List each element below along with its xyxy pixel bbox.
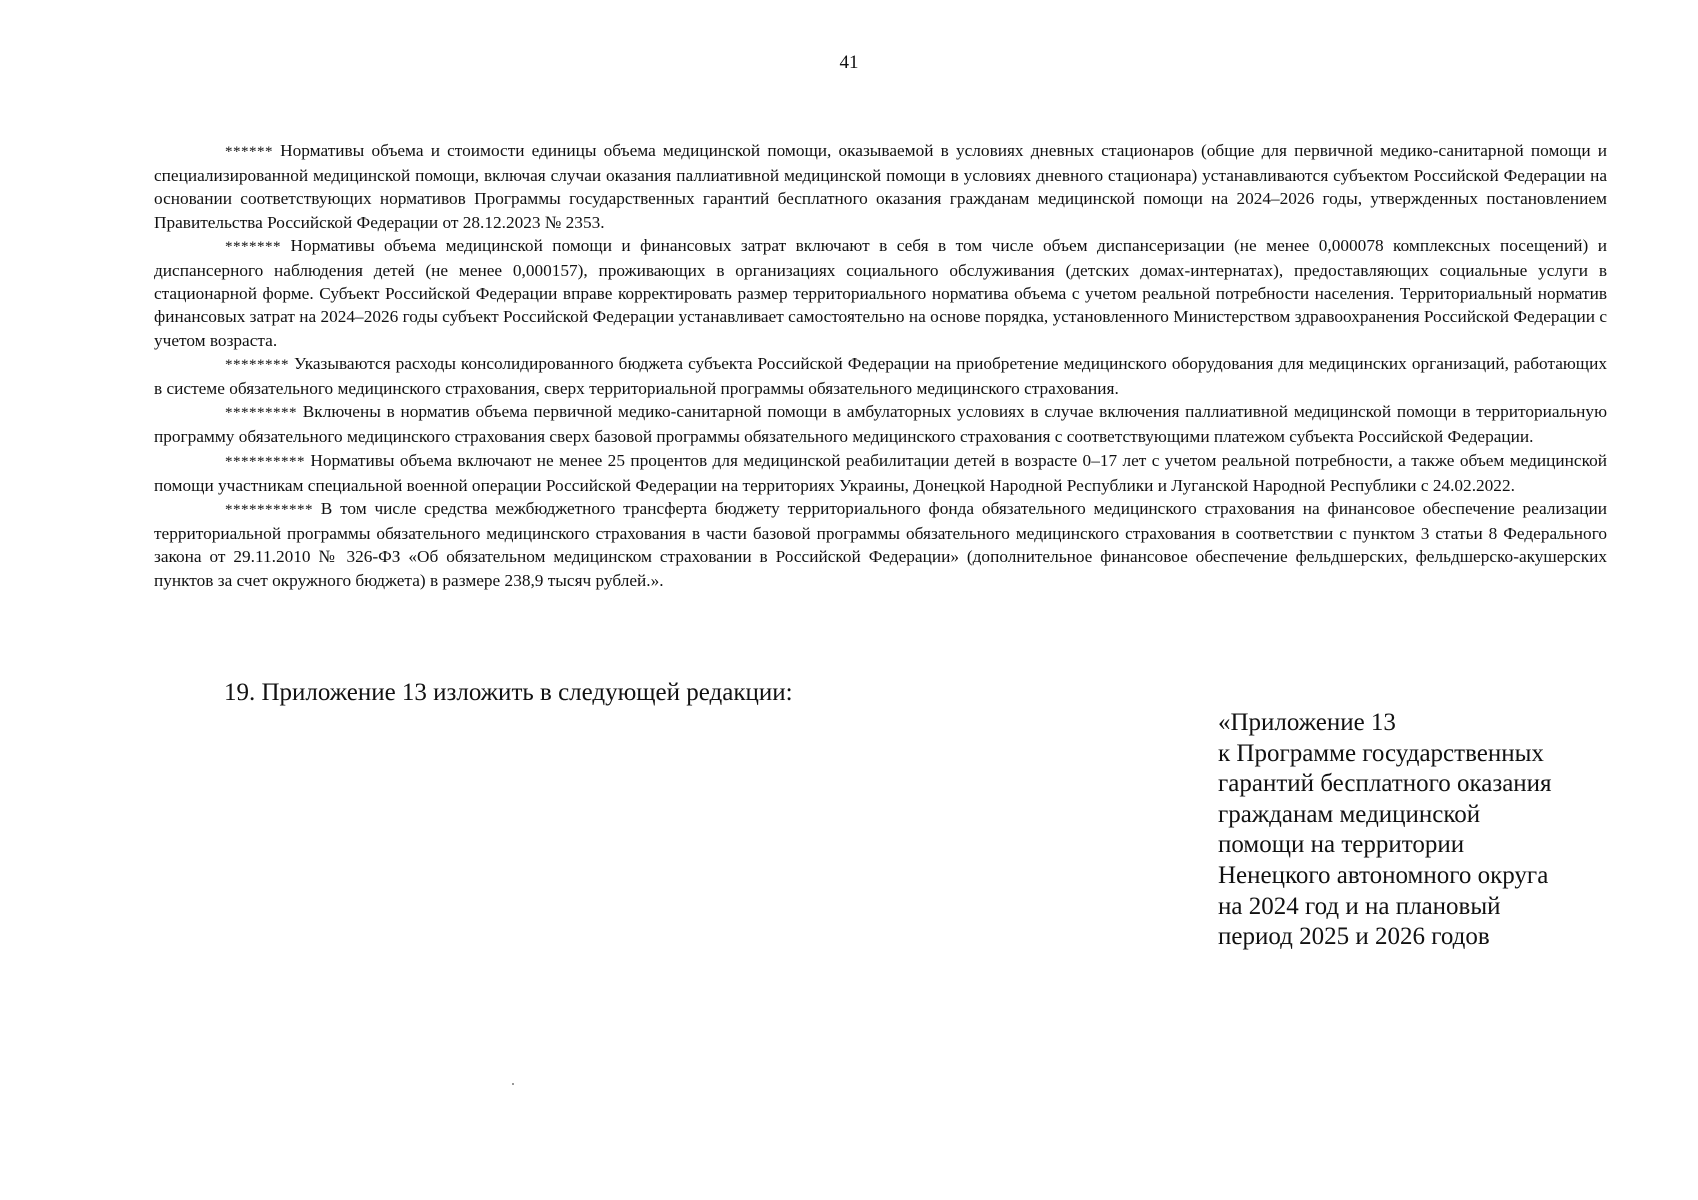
footnote-marker: ******: [225, 144, 273, 160]
footnote-9: [154, 400, 1607, 448]
footnote-text: Включены в норматив объема первичной медико-санитарной помощи в амбулаторных условиях в случае включения паллиативной медицинской помощи в территориальную программу обязательного медицинского страхования сверх базовой программы обязательного медицинского страхования с соответствующими платежом субъекта Российской Федерации.: [154, 402, 1607, 447]
footnote-marker: ********: [225, 356, 289, 373]
footnote-marker: *********: [225, 405, 297, 422]
appendix-heading-line: период 2025 и 2026 годов: [1218, 923, 1490, 951]
footnote-text: Нормативы объема включают не менее 25 процентов для медицинской реабилитации детей в возрасте 0–17 лет с учетом реальной потребности, а также объем медицинской помощи участникам специальной военной операции Российской Федерации на территориях Украины, Донецкой Народной Республики и Луганской Народной Республики с 24.02.2022.: [154, 450, 1607, 495]
footnote-marker: ***********: [225, 502, 313, 519]
footnote-marker: *******: [225, 238, 281, 255]
scan-speck: [512, 1083, 514, 1085]
footnote-10: [154, 449, 1607, 497]
footnote-text: В том числе средства межбюджетного трансферта бюджету территориального фонда обязательного медицинского страхования на финансовое обеспечение реализации территориальной программы обязательного медицинского страхования в части базовой программы обязательного медицинского страхования в соответствии с пунктом 3 статьи 8 Федерального закона от 29.11.2010 № 326-ФЗ «Об обязательном медицинском страховании в Российской Федерации» (дополнительное финансовое обеспечение фельдшерских, фельдшерско-акушерских пунктов за счет окружного бюджета) в размере 238,9 тысяч рублей.».: [154, 499, 1607, 590]
appendix-heading-line: «Приложение 13: [1218, 709, 1396, 736]
footnotes-block: [154, 139, 1607, 592]
appendix-heading-line: на 2024 год и на плановый: [1218, 892, 1501, 920]
appendix-heading-line: гарантий бесплатного оказания: [1218, 770, 1552, 798]
appendix-heading: [1218, 708, 1598, 953]
appendix-heading-line: Ненецкого автономного округа: [1218, 861, 1549, 889]
footnote-text: Нормативы объема медицинской помощи и финансовых затрат включают в себя в том числе объем диспансеризации (не менее 0,000078 комплексных посещений) и диспансерного наблюдения детей (не менее 0,000157), проживающих в организациях социального обслуживания (детских домах-интернатах), предоставляющих социальные услуги в стационарной форме. Субъект Российской Федерации вправе корректировать размер территориального норматива объема с учетом реальной потребности населения. Территориальный норматив финансовых затрат на 2024–2026 годы субъект Российской Федерации устанавливает самостоятельно на основе порядка, установленного Министерством здравоохранения Российской Федерации с учетом возраста.: [154, 235, 1607, 350]
footnote-8: [154, 352, 1607, 400]
appendix-heading-line: к Программе государственных: [1218, 739, 1544, 767]
amendment-instruction: 19. Приложение 13 изложить в следующей редакции:: [224, 679, 793, 706]
footnote-11: [154, 497, 1607, 592]
footnote-marker: **********: [225, 453, 305, 470]
appendix-heading-line: гражданам медицинской: [1218, 800, 1481, 828]
page-number: 41: [839, 52, 859, 73]
footnote-text: Нормативы объема и стоимости единицы объема медицинской помощи, оказываемой в условиях дневных стационаров (общие для первичной медико-санитарной помощи и специализированной медицинской помощи, включая случаи оказания паллиативной медицинской помощи в условиях дневного стационара) устанавливаются субъектом Российской Федерации на основании соответствующих нормативов Программы государственных гарантий бесплатного оказания гражданам медицинской помощи на 2024–2026 годы, утвержденных постановлением Правительства Российской Федерации от 28.12.2023 № 2353.: [154, 141, 1607, 232]
appendix-heading-line: помощи на территории: [1218, 831, 1465, 859]
footnote-text: Указываются расходы консолидированного бюджета субъекта Российской Федерации на приобретение медицинского оборудования для медицинских организаций, работающих в системе обязательного медицинского страхования, сверх территориальной программы обязательного медицинского страхования.: [154, 353, 1607, 399]
footnote-6: [154, 139, 1607, 234]
footnote-7: [154, 234, 1607, 352]
